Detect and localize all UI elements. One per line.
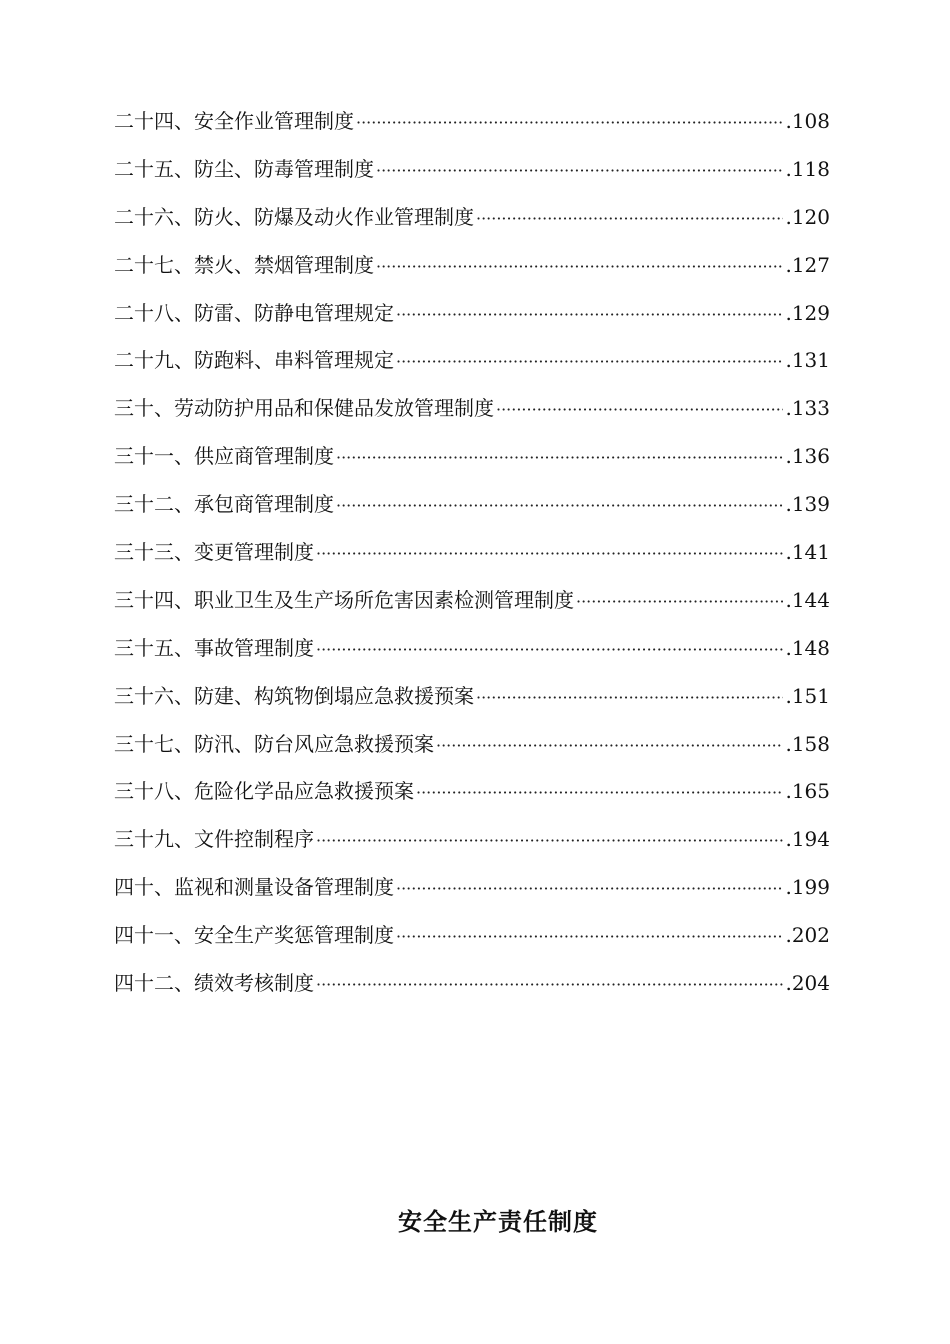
toc-entry-page-number: .144 (785, 587, 830, 612)
toc-entry-page-number: .108 (785, 109, 830, 133)
toc-entry[interactable] (114, 385, 830, 433)
toc-entry[interactable] (114, 290, 830, 338)
toc-entry[interactable] (114, 816, 830, 864)
toc-entry-title: 二十九、防跑料、串料管理规定 (114, 348, 394, 373)
toc-entry[interactable] (114, 864, 830, 912)
toc-entry-page-number: .131 (785, 348, 830, 373)
toc-entry[interactable] (114, 194, 830, 242)
toc-dot-leader (576, 592, 783, 612)
toc-entry[interactable] (114, 146, 830, 194)
toc-dot-leader (396, 927, 783, 947)
toc-entry-page-number: .158 (785, 731, 830, 756)
toc-dot-leader (356, 113, 783, 133)
toc-dot-leader (376, 257, 783, 277)
toc-entry-page-number: .151 (785, 683, 830, 708)
toc-entry-page-number: .204 (785, 971, 830, 996)
table-of-contents (114, 98, 830, 1008)
toc-entry-page-number: .194 (785, 827, 830, 852)
toc-entry[interactable] (114, 721, 830, 769)
toc-dot-leader (316, 831, 783, 851)
toc-dot-leader (316, 544, 783, 564)
toc-entry[interactable] (114, 98, 830, 146)
toc-entry-page-number: .148 (785, 635, 830, 660)
toc-entry-title: 二十八、防雷、防静电管理规定 (114, 300, 394, 325)
toc-entry-title: 三十九、文件控制程序 (114, 827, 314, 852)
toc-entry-page-number: .165 (785, 779, 830, 804)
toc-entry-page-number: .129 (785, 300, 830, 325)
toc-entry-title: 四十一、安全生产奖惩管理制度 (114, 923, 394, 948)
toc-dot-leader (416, 783, 783, 803)
toc-entry-title: 四十、监视和测量设备管理制度 (114, 875, 394, 900)
toc-entry-title: 二十五、防尘、防毒管理制度 (114, 156, 374, 181)
toc-entry-page-number: .118 (785, 156, 830, 181)
toc-entry-title: 三十六、防建、构筑物倒塌应急救援预案 (114, 683, 474, 708)
toc-entry[interactable] (114, 242, 830, 290)
toc-entry[interactable] (114, 912, 830, 960)
toc-entry[interactable] (114, 337, 830, 385)
toc-entry[interactable] (114, 577, 830, 625)
toc-entry-page-number: .127 (785, 252, 830, 277)
toc-dot-leader (436, 736, 783, 756)
toc-dot-leader (396, 352, 783, 372)
toc-dot-leader (336, 496, 783, 516)
toc-entry[interactable] (114, 768, 830, 816)
toc-entry-title: 三十一、供应商管理制度 (114, 444, 334, 469)
toc-entry-page-number: .139 (785, 492, 830, 517)
toc-dot-leader (316, 640, 783, 660)
toc-entry-title: 三十五、事故管理制度 (114, 635, 314, 660)
toc-entry-title: 三十三、变更管理制度 (114, 540, 314, 565)
toc-entry-page-number: .136 (785, 444, 830, 469)
toc-entry-page-number: .133 (785, 396, 830, 421)
toc-entry[interactable] (114, 673, 830, 721)
toc-dot-leader (476, 688, 783, 708)
toc-entry-page-number: .202 (785, 923, 830, 948)
toc-dot-leader (316, 975, 783, 995)
toc-entry[interactable] (114, 625, 830, 673)
toc-entry-title: 三十七、防汛、防台风应急救援预案 (114, 731, 434, 756)
toc-entry-page-number: .141 (785, 540, 830, 565)
toc-dot-leader (376, 161, 783, 181)
toc-entry[interactable] (114, 481, 830, 529)
toc-entry[interactable] (114, 433, 830, 481)
toc-entry-title: 三十四、职业卫生及生产场所危害因素检测管理制度 (114, 587, 574, 612)
toc-entry-title: 三十二、承包商管理制度 (114, 492, 334, 517)
toc-entry-title: 三十、劳动防护用品和保健品发放管理制度 (114, 396, 494, 421)
toc-entry-page-number: .199 (785, 875, 830, 900)
toc-entry-page-number: .120 (785, 204, 830, 229)
toc-entry[interactable] (114, 529, 830, 577)
toc-entry-title: 二十四、安全作业管理制度 (114, 109, 354, 133)
toc-entry-title: 四十二、绩效考核制度 (114, 971, 314, 996)
toc-dot-leader (396, 879, 783, 899)
toc-entry-title: 二十七、禁火、禁烟管理制度 (114, 252, 374, 277)
toc-entry[interactable] (114, 960, 830, 1008)
section-title: 安全生产责任制度 (398, 1208, 598, 1236)
toc-dot-leader (476, 209, 783, 229)
toc-entry-title: 二十六、防火、防爆及动火作业管理制度 (114, 204, 474, 229)
toc-dot-leader (396, 305, 783, 325)
toc-entry-title: 三十八、危险化学品应急救援预案 (114, 779, 414, 804)
toc-dot-leader (336, 448, 783, 468)
toc-dot-leader (496, 400, 783, 420)
